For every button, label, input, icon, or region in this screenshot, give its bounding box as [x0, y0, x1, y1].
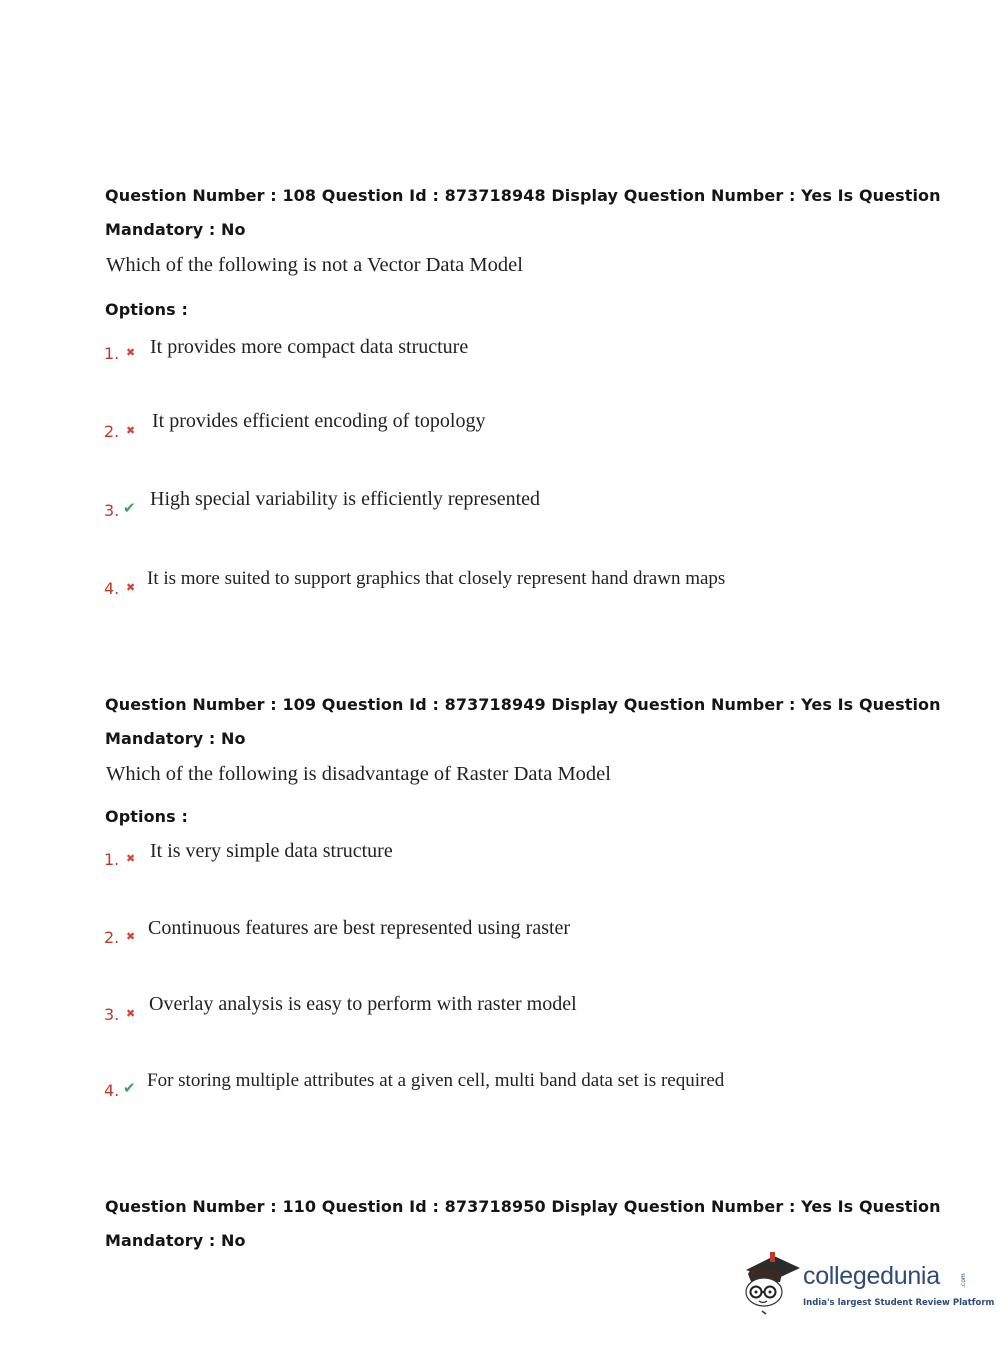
q109-option-4-text: For storing multiple attributes at a given cell, multi band data set is required — [147, 1070, 725, 1091]
q108-option-2-number: 2. — [104, 422, 120, 441]
question-108-meta-line2: Mandatory : No — [105, 220, 246, 239]
question-109-options-label: Options : — [105, 807, 188, 826]
q109-option-3-text: Overlay analysis is easy to perform with raster model — [149, 993, 577, 1015]
question-110-meta-line1: Question Number : 110 Question Id : 873718950 Display Question Number : Yes Is Question — [105, 1197, 941, 1216]
q109-option-2-number: 2. — [104, 928, 120, 947]
question-108-options-label: Options : — [105, 300, 188, 319]
question-109-meta-line1: Question Number : 109 Question Id : 873718949 Display Question Number : Yes Is Question — [105, 695, 941, 714]
q108-option-4-text: It is more suited to support graphics that closely represent hand drawn maps — [147, 568, 726, 589]
check-icon: ✔ — [123, 1079, 136, 1097]
question-109-text: Which of the following is disadvantage of Raster Data Model — [106, 763, 611, 785]
q108-option-4-number: 4. — [104, 579, 120, 598]
q108-option-3-text: High special variability is efficiently represented — [150, 488, 541, 510]
cross-icon: ✖ — [126, 581, 136, 594]
cross-icon: ✖ — [126, 424, 136, 437]
collegedunia-logo — [740, 1248, 995, 1318]
q108-option-3-number: 3. — [104, 501, 120, 520]
cross-icon: ✖ — [126, 1007, 136, 1020]
logo-wordmark: collegedunia — [803, 1262, 940, 1290]
cross-icon: ✖ — [126, 346, 136, 359]
q108-option-1-text: It provides more compact data structure — [150, 336, 469, 358]
q109-option-1-number: 1. — [104, 850, 120, 869]
cross-icon: ✖ — [126, 930, 136, 943]
q109-option-2-text: Continuous features are best represented using raster — [148, 917, 571, 939]
question-109-meta-line2: Mandatory : No — [105, 729, 246, 748]
mascot-icon — [740, 1248, 802, 1316]
logo-tagline: India's largest Student Review Platform — [803, 1298, 995, 1308]
q109-option-1-text: It is very simple data structure — [150, 840, 393, 862]
check-icon: ✔ — [123, 499, 136, 517]
q109-option-4-number: 4. — [104, 1081, 120, 1100]
cross-icon: ✖ — [126, 852, 136, 865]
question-110-meta-line2: Mandatory : No — [105, 1231, 246, 1250]
q109-option-3-number: 3. — [104, 1005, 120, 1024]
logo-suffix: .com — [960, 1273, 967, 1288]
q108-option-2-text: It provides efficient encoding of topology — [152, 410, 486, 432]
q108-option-1-number: 1. — [104, 344, 120, 363]
question-108-text: Which of the following is not a Vector Data Model — [106, 254, 523, 276]
question-108-meta-line1: Question Number : 108 Question Id : 873718948 Display Question Number : Yes Is Question — [105, 186, 941, 205]
